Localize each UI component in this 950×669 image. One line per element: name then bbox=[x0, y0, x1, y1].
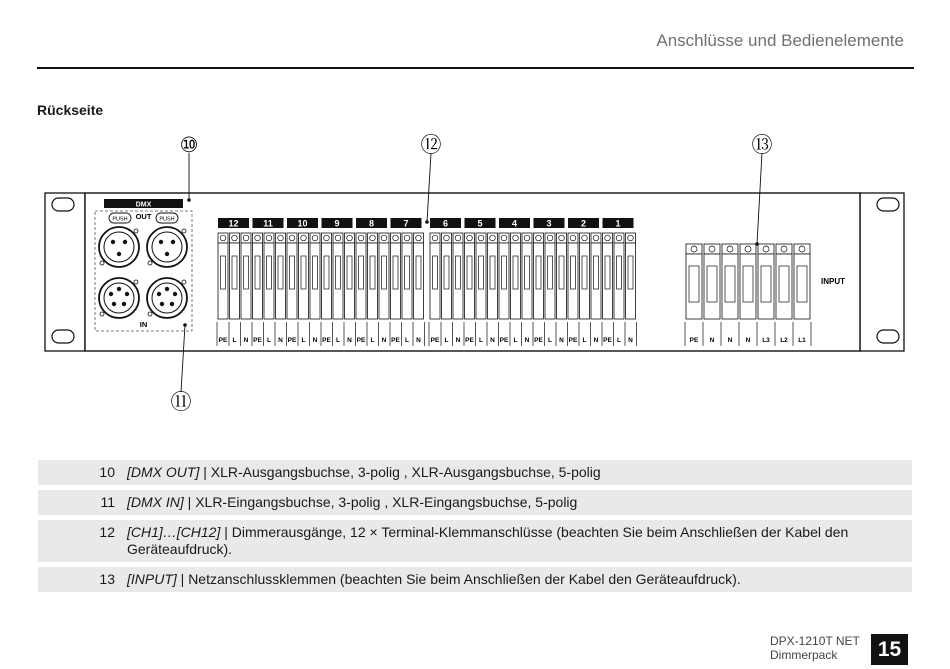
rack-slot-icon bbox=[877, 330, 899, 343]
channel-label: 12 bbox=[228, 218, 239, 229]
callout-12: ⑫ bbox=[420, 134, 442, 157]
terminal-screw-box bbox=[626, 233, 636, 243]
legend-desc: | XLR-Ausgangsbuchse, 3-polig , XLR-Ausgangsbuchse, 5-polig bbox=[199, 464, 601, 480]
terminal-body bbox=[356, 243, 366, 319]
terminal-screw-box bbox=[557, 233, 567, 243]
xlr-pin bbox=[170, 302, 174, 306]
terminal-body bbox=[322, 243, 332, 319]
screw-icon bbox=[100, 312, 104, 316]
terminal-body bbox=[241, 243, 251, 319]
screw-icon bbox=[134, 280, 138, 284]
input-terminal-label: N bbox=[727, 337, 733, 344]
terminal-label: N bbox=[593, 337, 599, 344]
terminal-body bbox=[591, 243, 601, 319]
legend-number: 12 bbox=[99, 524, 115, 540]
terminal-label: PE bbox=[534, 337, 543, 344]
terminal-screw-box bbox=[414, 233, 424, 243]
dmx-in-label: IN bbox=[139, 320, 148, 329]
screw-icon bbox=[134, 229, 138, 233]
input-screw-box bbox=[794, 244, 810, 254]
terminal-screw-box bbox=[465, 233, 475, 243]
terminal-label: PE bbox=[465, 337, 474, 344]
terminal-body bbox=[442, 243, 452, 319]
xlr-pin bbox=[160, 302, 164, 306]
xlr-pin bbox=[117, 252, 121, 256]
input-screw-box bbox=[740, 244, 756, 254]
legend-ref: [INPUT] bbox=[127, 571, 177, 587]
channel-label: 2 bbox=[580, 218, 587, 229]
terminal-label: L bbox=[513, 337, 518, 344]
terminal-label: PE bbox=[322, 337, 331, 344]
terminal-label: N bbox=[243, 337, 249, 344]
terminal-label: N bbox=[559, 337, 564, 344]
terminal-label: N bbox=[455, 337, 461, 344]
xlr-pin bbox=[125, 292, 129, 296]
xlr-socket-icon bbox=[147, 278, 187, 318]
terminal-screw-box bbox=[299, 233, 309, 243]
channel-label: 6 bbox=[442, 218, 449, 229]
input-screw-box bbox=[722, 244, 738, 254]
terminal-label: PE bbox=[253, 337, 262, 344]
screw-icon bbox=[182, 280, 186, 284]
screw-icon bbox=[148, 312, 152, 316]
rack-ear-left bbox=[45, 193, 85, 351]
terminal-body bbox=[402, 243, 412, 319]
legend-ref: [DMX IN] bbox=[127, 494, 184, 510]
terminal-body bbox=[522, 243, 532, 319]
legend-row bbox=[38, 460, 912, 485]
terminal-label: N bbox=[524, 337, 530, 344]
terminal-body bbox=[299, 243, 309, 319]
input-screw-box bbox=[704, 244, 720, 254]
terminal-label: L bbox=[444, 337, 449, 344]
screw-icon bbox=[148, 261, 152, 265]
terminal-screw-box bbox=[345, 233, 355, 243]
input-screw-box bbox=[686, 244, 702, 254]
input-terminal-label: L3 bbox=[762, 337, 770, 344]
xlr-pin bbox=[159, 240, 163, 244]
channel-label: 8 bbox=[368, 218, 375, 229]
terminal-body bbox=[614, 243, 624, 319]
legend-number: 11 bbox=[100, 494, 115, 510]
terminal-body bbox=[218, 243, 228, 319]
page-number: 15 bbox=[871, 634, 908, 665]
terminal-screw-box bbox=[453, 233, 463, 243]
input-terminal-body bbox=[758, 254, 774, 319]
terminal-label: N bbox=[381, 337, 387, 344]
input-terminal-body bbox=[776, 254, 792, 319]
terminal-label: PE bbox=[499, 337, 509, 344]
callout-10: ⑩ bbox=[179, 134, 199, 157]
terminal-body bbox=[557, 243, 567, 319]
terminal-screw-box bbox=[476, 233, 486, 243]
xlr-pin bbox=[111, 240, 115, 244]
input-terminal-label: PE bbox=[689, 337, 699, 344]
callout-13: ⑬ bbox=[751, 134, 773, 157]
xlr-socket-icon bbox=[147, 227, 187, 267]
xlr-pin bbox=[112, 302, 116, 306]
terminal-body bbox=[499, 243, 509, 319]
terminal-screw-box bbox=[442, 233, 452, 243]
push-label: PUSH bbox=[112, 216, 128, 223]
legend-ref: [DMX OUT] bbox=[127, 464, 200, 480]
terminal-body bbox=[414, 243, 424, 319]
input-screw-box bbox=[776, 244, 792, 254]
terminal-screw-box bbox=[356, 233, 366, 243]
legend-row bbox=[38, 490, 912, 515]
xlr-pin bbox=[122, 302, 126, 306]
terminal-body bbox=[453, 243, 463, 319]
terminal-label: L bbox=[232, 337, 237, 344]
terminal-body bbox=[264, 243, 274, 319]
input-terminal-body bbox=[740, 254, 756, 319]
terminal-screw-box bbox=[580, 233, 590, 243]
input-terminal-label: L1 bbox=[798, 337, 806, 344]
xlr-pin bbox=[109, 292, 113, 296]
terminal-body bbox=[287, 243, 297, 319]
terminal-body bbox=[345, 243, 355, 319]
footer-model: DPX-1210T NET bbox=[770, 634, 860, 648]
terminal-screw-box bbox=[488, 233, 498, 243]
terminal-screw-box bbox=[534, 233, 544, 243]
channel-label: 3 bbox=[546, 218, 552, 229]
terminal-body bbox=[368, 243, 378, 319]
rack-slot-icon bbox=[52, 198, 74, 211]
terminal-label: PE bbox=[391, 337, 400, 344]
terminal-body bbox=[391, 243, 401, 319]
dmx-label: DMX bbox=[135, 201, 152, 209]
channel-label: 10 bbox=[297, 218, 308, 229]
screw-icon bbox=[100, 261, 104, 265]
xlr-socket-icon bbox=[99, 278, 139, 318]
chapter-title: Anschlüsse und Bedienelemente bbox=[656, 31, 904, 50]
xlr-pin bbox=[171, 240, 175, 244]
terminal-label: N bbox=[347, 337, 352, 344]
legend-table bbox=[38, 460, 912, 597]
terminal-body bbox=[430, 243, 440, 319]
terminal-body bbox=[580, 243, 590, 319]
terminal-body bbox=[310, 243, 320, 319]
terminal-body bbox=[230, 243, 240, 319]
terminal-screw-box bbox=[522, 233, 532, 243]
channel-label: 1 bbox=[615, 218, 621, 229]
legend-desc: | Netzanschlussklemmen (beachten Sie beim Anschließen der Kabel den Geräteaufdruck). bbox=[176, 571, 741, 587]
terminal-screw-box bbox=[322, 233, 332, 243]
terminal-screw-box bbox=[230, 233, 240, 243]
channel-label: 5 bbox=[477, 218, 483, 229]
terminal-screw-box bbox=[310, 233, 320, 243]
leader-dot bbox=[183, 323, 187, 327]
xlr-pin bbox=[173, 292, 177, 296]
legend-number: 10 bbox=[99, 464, 115, 480]
channel-label: 4 bbox=[511, 218, 518, 229]
terminal-body bbox=[534, 243, 544, 319]
terminal-label: PE bbox=[603, 337, 612, 344]
footer-type: Dimmerpack bbox=[770, 648, 838, 662]
terminal-body bbox=[511, 243, 521, 319]
terminal-screw-box bbox=[499, 233, 509, 243]
terminal-label: L bbox=[336, 337, 340, 344]
terminal-label: L bbox=[370, 337, 375, 344]
terminal-screw-box bbox=[379, 233, 389, 243]
terminal-label: PE bbox=[430, 337, 440, 344]
terminal-screw-box bbox=[568, 233, 578, 243]
input-terminal-label: N bbox=[709, 337, 715, 344]
terminal-label: L bbox=[405, 337, 409, 344]
input-terminal-label: L2 bbox=[780, 337, 788, 344]
terminal-screw-box bbox=[430, 233, 440, 243]
terminal-body bbox=[276, 243, 286, 319]
terminal-label: L bbox=[582, 337, 587, 344]
section-title: Rückseite bbox=[37, 102, 104, 118]
leader-dot bbox=[425, 220, 429, 224]
dmx-out-label: OUT bbox=[135, 212, 152, 221]
terminal-screw-box bbox=[402, 233, 412, 243]
legend-desc: | Dimmerausgänge, 12 × Terminal-Klemmanschlüsse (beachten Sie beim Anschließen der Kabel den Geräteaufdruck). bbox=[127, 524, 849, 557]
terminal-label: N bbox=[416, 337, 421, 344]
terminal-label: PE bbox=[356, 337, 366, 344]
input-terminal-body bbox=[704, 254, 720, 319]
channel-label: 11 bbox=[263, 218, 273, 229]
terminal-body bbox=[488, 243, 498, 319]
xlr-pin bbox=[165, 252, 169, 256]
terminal-body bbox=[545, 243, 555, 319]
terminal-label: L bbox=[617, 337, 621, 344]
terminal-label: PE bbox=[287, 337, 297, 344]
terminal-label: L bbox=[479, 337, 483, 344]
input-terminal-label: N bbox=[745, 337, 751, 344]
terminal-body bbox=[626, 243, 636, 319]
input-label: INPUT bbox=[821, 277, 845, 286]
footer-product bbox=[770, 634, 860, 662]
channel-label: 7 bbox=[403, 218, 409, 229]
legend-text bbox=[127, 464, 912, 481]
legend-text bbox=[127, 524, 912, 558]
terminal-label: L bbox=[301, 337, 306, 344]
terminal-screw-box bbox=[333, 233, 343, 243]
terminal-screw-box bbox=[253, 233, 263, 243]
terminal-screw-box bbox=[276, 233, 286, 243]
legend-number: 13 bbox=[99, 571, 115, 587]
legend-ref: [CH1]…[CH12] bbox=[127, 524, 221, 540]
terminal-body bbox=[476, 243, 486, 319]
legend-row bbox=[38, 567, 912, 592]
leader-dot bbox=[755, 242, 759, 246]
input-terminal-body bbox=[794, 254, 810, 319]
screw-icon bbox=[182, 229, 186, 233]
terminal-screw-box bbox=[287, 233, 297, 243]
terminal-label: N bbox=[490, 337, 495, 344]
legend-row bbox=[38, 520, 912, 562]
terminal-screw-box bbox=[391, 233, 401, 243]
terminal-screw-box bbox=[591, 233, 601, 243]
terminal-label: L bbox=[267, 337, 271, 344]
xlr-pin bbox=[123, 240, 127, 244]
rack-slot-icon bbox=[877, 198, 899, 211]
legend-desc: | XLR-Eingangsbuchse, 3-polig , XLR-Eingangsbuchse, 5-polig bbox=[183, 494, 578, 510]
rack-slot-icon bbox=[52, 330, 74, 343]
channel-label: 9 bbox=[334, 218, 340, 229]
terminal-body bbox=[379, 243, 389, 319]
terminal-body bbox=[333, 243, 343, 319]
terminal-screw-box bbox=[264, 233, 274, 243]
terminal-body bbox=[568, 243, 578, 319]
terminal-label: N bbox=[628, 337, 633, 344]
legend-text bbox=[127, 571, 912, 588]
input-screw-box bbox=[758, 244, 774, 254]
terminal-screw-box bbox=[603, 233, 613, 243]
callout-11: ⑪ bbox=[170, 391, 192, 414]
terminal-body bbox=[253, 243, 263, 319]
terminal-screw-box bbox=[545, 233, 555, 243]
terminal-label: PE bbox=[568, 337, 578, 344]
leader-dot bbox=[187, 198, 191, 202]
push-label: PUSH bbox=[159, 216, 175, 223]
terminal-body bbox=[603, 243, 613, 319]
terminal-screw-box bbox=[511, 233, 521, 243]
input-terminal-body bbox=[722, 254, 738, 319]
xlr-pin bbox=[157, 292, 161, 296]
rack-ear-right bbox=[860, 193, 904, 351]
terminal-screw-box bbox=[218, 233, 228, 243]
terminal-label: L bbox=[548, 337, 552, 344]
xlr-pin bbox=[117, 287, 121, 291]
terminal-screw-box bbox=[368, 233, 378, 243]
xlr-pin bbox=[165, 287, 169, 291]
terminal-label: PE bbox=[218, 337, 228, 344]
xlr-socket-icon bbox=[99, 227, 139, 267]
terminal-label: N bbox=[312, 337, 318, 344]
terminal-body bbox=[465, 243, 475, 319]
terminal-label: N bbox=[278, 337, 283, 344]
input-terminal-body bbox=[686, 254, 702, 319]
terminal-screw-box bbox=[614, 233, 624, 243]
legend-text bbox=[127, 494, 912, 511]
terminal-screw-box bbox=[241, 233, 251, 243]
